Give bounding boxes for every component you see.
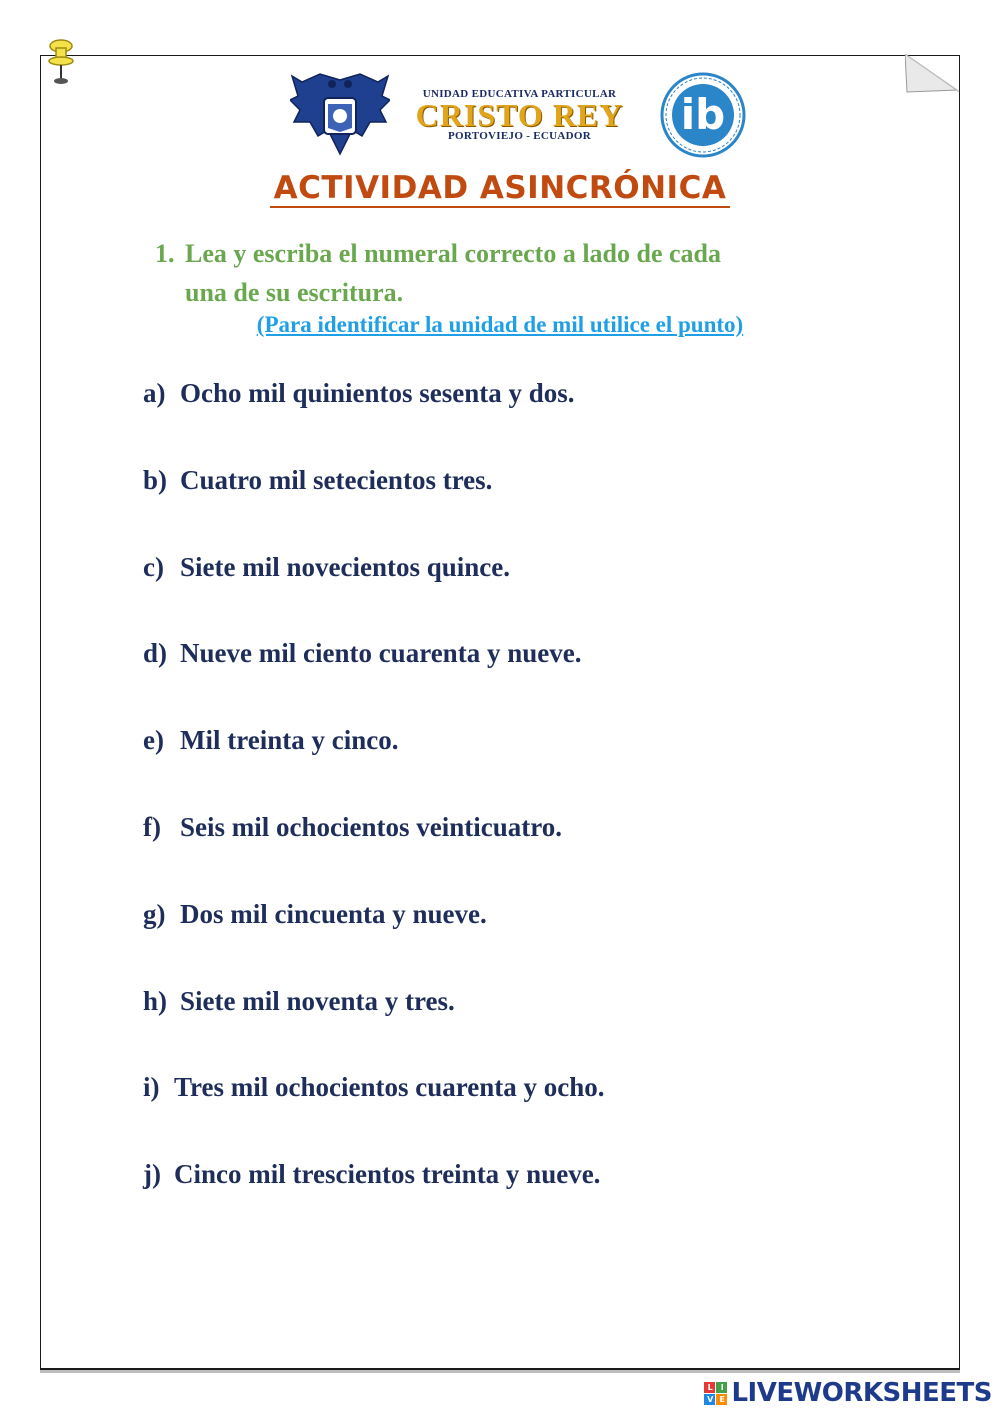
liveworksheets-icon	[704, 1382, 727, 1405]
list-item	[143, 899, 923, 986]
list-item	[143, 378, 923, 465]
item-letter: h)	[143, 985, 168, 1016]
school-type-text: UNIDAD EDUCATIVA PARTICULAR	[422, 88, 617, 100]
item-text: Ocho mil quinientos sesenta y dos.	[180, 378, 575, 408]
instruction-number: 1.	[155, 239, 175, 268]
school-name-text: CRISTO REY	[415, 97, 624, 133]
item-letter: j)	[143, 1159, 161, 1190]
item-text: Cuatro mil setecientos tres.	[180, 464, 493, 495]
item-text: Siete mil novecientos quince.	[180, 551, 510, 582]
item-text: Siete mil noventa y tres.	[180, 985, 455, 1016]
list-item	[143, 465, 923, 552]
instruction-hint: (Para identificar la unidad de mil utilice el punto)	[256, 312, 744, 337]
item-text: Seis mil ochocientos veinticuatro.	[180, 811, 562, 842]
instruction-line-2: una de su escritura.	[185, 278, 404, 307]
list-item	[143, 552, 923, 639]
page-curl-icon	[905, 54, 961, 94]
item-text: Dos mil cincuenta y nueve.	[180, 898, 487, 929]
pushpin-icon	[44, 38, 78, 88]
ib-letters: ib	[680, 90, 726, 139]
liveworksheets-brand[interactable]	[704, 1376, 992, 1410]
item-letter: b)	[143, 464, 168, 495]
item-letter: a)	[143, 378, 166, 408]
item-letter: i)	[143, 1072, 160, 1103]
exercise-list	[143, 378, 923, 1246]
brand-icon-letter: V	[704, 1394, 715, 1405]
school-city-text: PORTOVIEJO - ECUADOR	[448, 130, 591, 142]
brand-icon-letter: E	[716, 1394, 727, 1405]
eagle-crest-logo	[290, 70, 390, 158]
brand-icon-letter: L	[704, 1382, 715, 1393]
header-logos	[290, 70, 770, 160]
item-text: Cinco mil trescientos treinta y nueve.	[174, 1159, 601, 1190]
page-title-text: ACTIVIDAD ASINCRÓNICA	[270, 170, 731, 208]
item-letter: d)	[143, 638, 168, 669]
item-text: Nueve mil ciento cuarenta y nueve.	[180, 638, 582, 669]
item-letter: e)	[143, 725, 164, 756]
list-item	[143, 1072, 923, 1159]
brand-text: LIVEWORKSHEETS	[731, 1378, 992, 1408]
list-item	[143, 812, 923, 899]
list-item	[143, 1159, 923, 1246]
list-item	[143, 638, 923, 725]
item-text: Mil treinta y cinco.	[180, 725, 399, 756]
list-item	[143, 725, 923, 812]
instruction-line-1: Lea y escriba el numeral correcto a lado de cada	[185, 239, 722, 268]
school-name-block	[402, 88, 637, 142]
page-title	[0, 170, 1000, 206]
instruction	[155, 234, 855, 312]
brand-icon-letter: I	[716, 1382, 727, 1393]
item-letter: g)	[143, 898, 166, 929]
item-text: Tres mil ochocientos cuarenta y ocho.	[174, 1072, 605, 1103]
list-item	[143, 986, 923, 1073]
item-letter: f)	[143, 811, 161, 842]
item-letter: c)	[143, 551, 164, 582]
